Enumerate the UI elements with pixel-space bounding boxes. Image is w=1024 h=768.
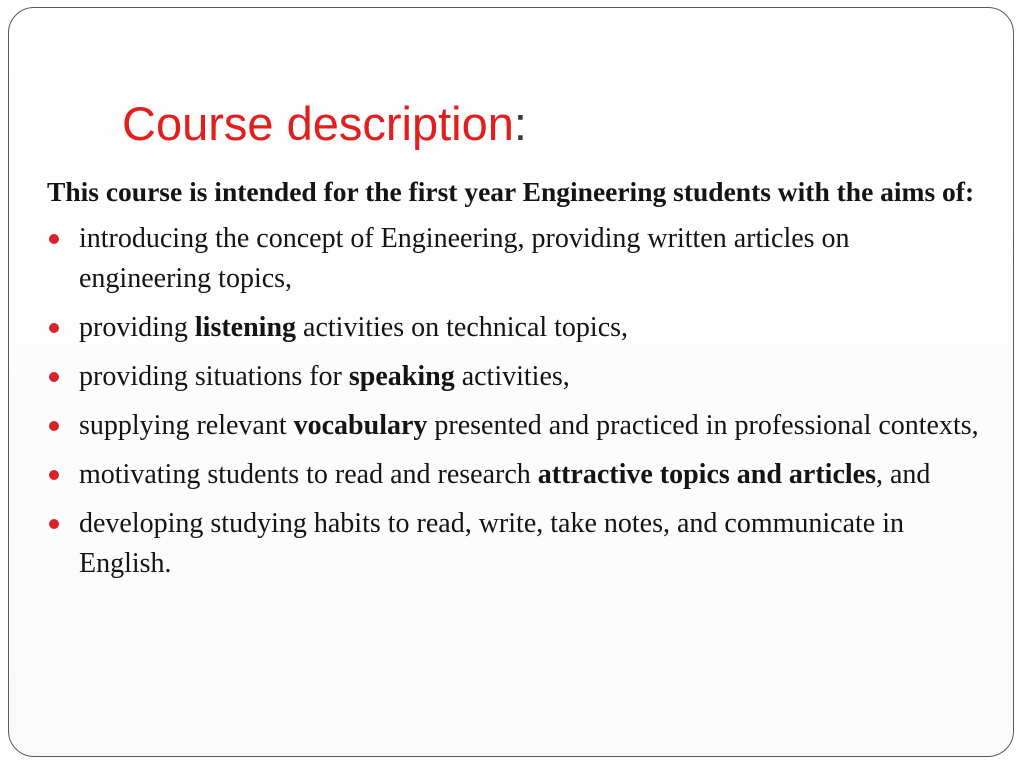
bullet-text-tail: activities on technical topics,	[296, 312, 629, 343]
bullet-dot-icon	[49, 470, 59, 480]
list-item	[47, 406, 987, 446]
bullet-emphasis: attractive topics and articles	[537, 459, 876, 490]
bullet-text: developing studying habits to read, write, take notes, and communicate in English.	[79, 508, 905, 579]
bullet-dot-icon	[49, 372, 59, 382]
bullet-text: supplying relevant	[79, 410, 294, 441]
aims-list	[47, 219, 987, 584]
bullet-text-tail: presented and practiced in professional contexts,	[427, 410, 979, 441]
slide-body	[47, 172, 987, 593]
bullet-dot-icon	[49, 519, 59, 529]
list-item	[47, 455, 987, 495]
slide-frame	[8, 7, 1014, 757]
slide-title-colon: :	[513, 97, 527, 150]
list-item	[47, 357, 987, 397]
bullet-text-tail: , and	[876, 459, 931, 490]
slide-title	[122, 92, 527, 156]
bullet-dot-icon	[49, 323, 59, 333]
bullet-emphasis: speaking	[348, 361, 455, 392]
list-item	[47, 308, 987, 348]
list-item	[47, 219, 987, 299]
bullet-text: providing	[79, 312, 195, 343]
intro-text: This course is intended for the first year Engineering students with the aims of:	[47, 176, 975, 207]
bullet-text-tail: activities,	[454, 361, 570, 392]
list-item	[47, 504, 987, 584]
bullet-text: motivating students to read and research	[79, 459, 538, 490]
bullet-emphasis: listening	[194, 312, 297, 343]
slide-title-text: Course description	[122, 97, 514, 150]
bullet-emphasis: vocabulary	[293, 410, 428, 441]
bullet-dot-icon	[49, 234, 59, 244]
bullet-text: introducing the concept of Engineering, providing written articles on engineering topics,	[79, 223, 850, 294]
bullet-text: providing situations for	[79, 361, 349, 392]
bullet-dot-icon	[49, 421, 59, 431]
